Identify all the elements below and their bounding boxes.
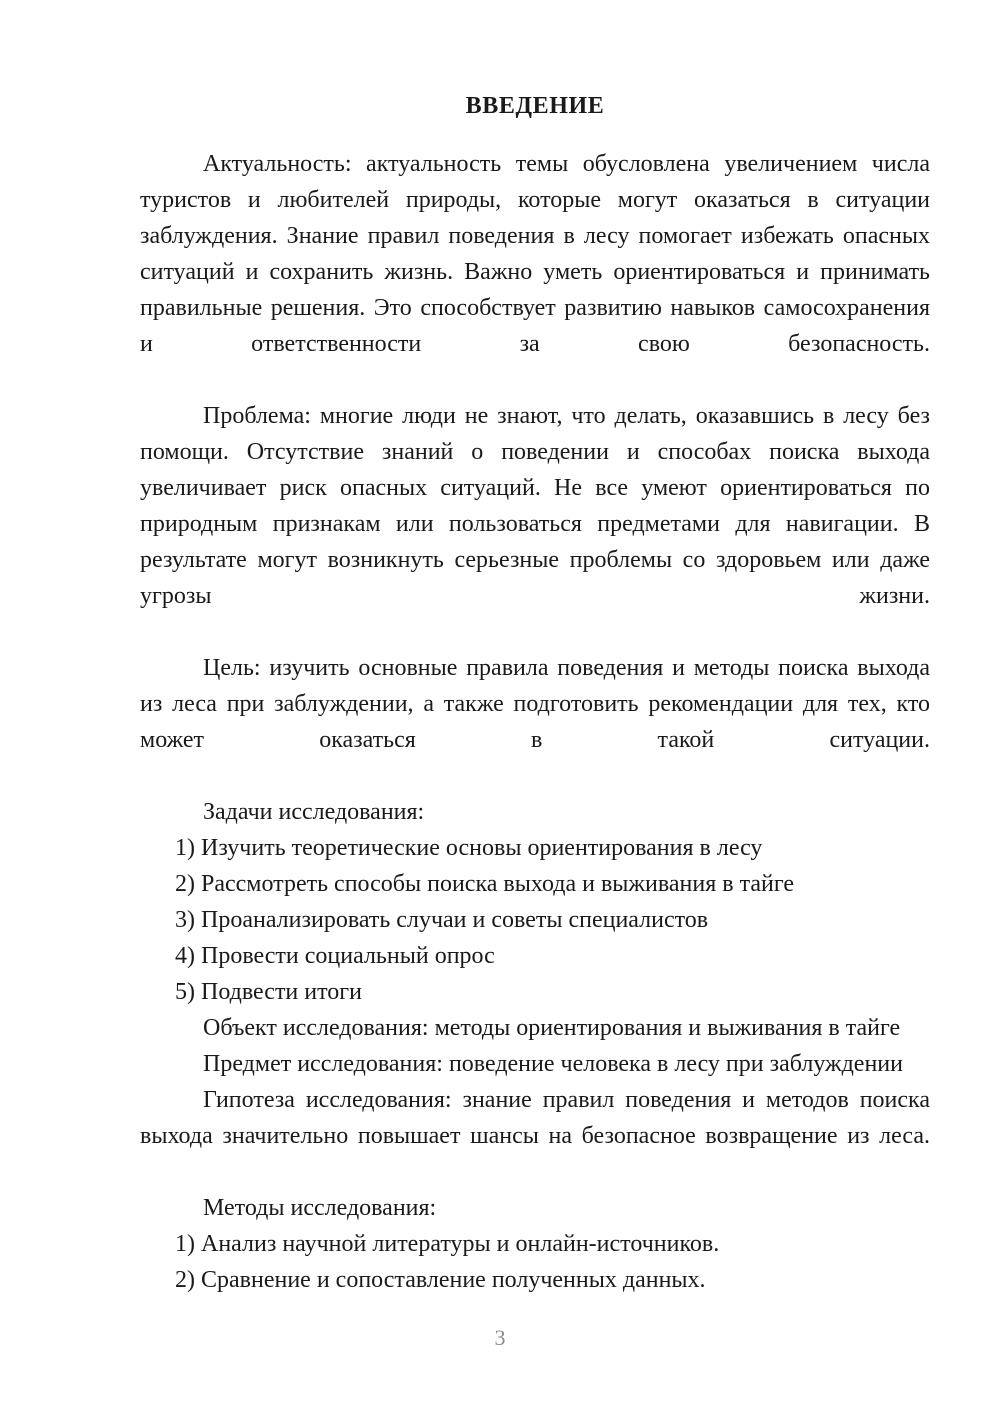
page-title: ВВЕДЕНИЕ	[465, 93, 605, 119]
paragraph-hypothesis: Гипотеза исследования: знание правил поведения и методов поиска выхода значительно повышает шансы на безопасное возвращение из леса.	[140, 1087, 930, 1149]
list-item: 4) Провести социальный опрос	[175, 943, 495, 969]
paragraph-relevance: Актуальность: актуальность темы обусловлена увеличением числа туристов и любителей природы, которые могут оказаться в ситуации заблуждения. Знание правил поведения в лесу помогает избежать опасных ситуаций и сохранить жизнь. Важно уметь ориентироваться и принимать правильные решения. Это способствует развитию навыков самосохранения и ответственности за свою безопасность.	[140, 151, 930, 357]
methods-heading: Методы исследования:	[203, 1195, 437, 1221]
list-item: 2) Сравнение и сопоставление полученных данных.	[175, 1267, 706, 1293]
document-body	[140, 88, 930, 1298]
paragraph-goal: Цель: изучить основные правила поведения и методы поиска выхода из леса при заблуждении, а также подготовить рекомендации для тех, кто может оказаться в такой ситуации.	[140, 655, 930, 753]
paragraph-subject: Предмет исследования: поведение человека в лесу при заблуждении	[203, 1051, 903, 1077]
page-number: 3	[494, 1325, 506, 1350]
list-item: 1) Изучить теоретические основы ориентирования в лесу	[175, 835, 763, 861]
paragraph-problem: Проблема: многие люди не знают, что делать, оказавшись в лесу без помощи. Отсутствие знаний о поведении и способах поиска выхода увеличивает риск опасных ситуаций. Не все умеют ориентироваться по природным признакам или пользоваться предметами для навигации. В результате могут возникнуть серьезные проблемы со здоровьем или даже угрозы жизни.	[140, 403, 930, 609]
list-item: 1) Анализ научной литературы и онлайн-источников.	[175, 1231, 720, 1257]
list-item: 2) Рассмотреть способы поиска выхода и выживания в тайге	[175, 871, 795, 897]
tasks-heading: Задачи исследования:	[203, 799, 425, 825]
paragraph-object: Объект исследования: методы ориентирования и выживания в тайге	[203, 1015, 901, 1041]
list-item: 3) Проанализировать случаи и советы специалистов	[175, 907, 709, 933]
list-item: 5) Подвести итоги	[175, 979, 362, 1005]
